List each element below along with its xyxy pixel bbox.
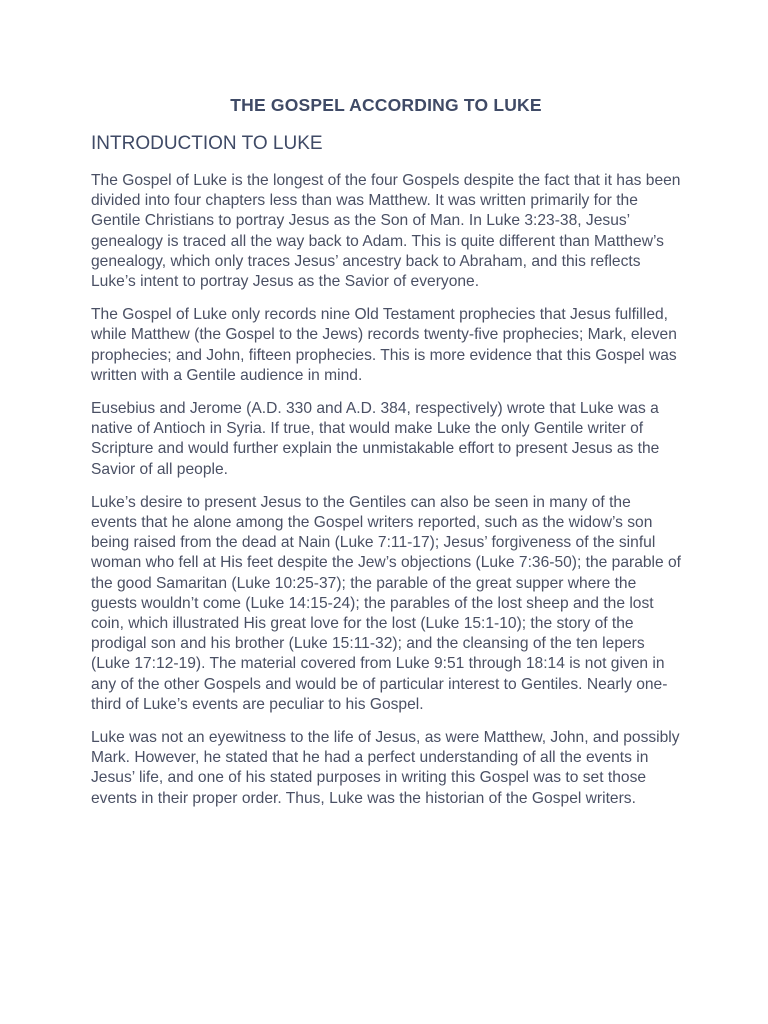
document-title: THE GOSPEL ACCORDING TO LUKE — [230, 95, 542, 115]
document-body — [91, 94, 681, 822]
paragraph-2: The Gospel of Luke only records nine Old Testament prophecies that Jesus fulfilled, while Matthew (the Gospel to the Jews) records twenty-five prophecies; Mark, eleven prophecies; and John, fifteen prophecies. This is more evidence that this Gospel was written with a Gentile audience in mind. — [91, 306, 677, 384]
paragraph-4: Luke’s desire to present Jesus to the Gentiles can also be seen in many of the events that he alone among the Gospel writers reported, such as the widow’s son being raised from the dead at Nain (Luke 7:11-17); Jesus’ forgiveness of the sinful woman who fell at His feet despite the Jew’s objections (Luke 7:36-50); the parable of the good Samaritan (Luke 10:25-37); the parable of the great supper where the guests wouldn’t come (Luke 14:15-24); the parables of the lost sheep and the lost coin, which illustrated His great love for the lost (Luke 15:1-10); the story of the prodigal son and his brother (Luke 15:11-32); and the cleansing of the ten lepers (Luke 17:12-19). The material covered from Luke 9:51 through 18:14 is not given in any of the other Gospels and would be of particular interest to Gentiles. Nearly one-third of Luke’s events are peculiar to his Gospel. — [91, 493, 682, 713]
paragraph-3: Eusebius and Jerome (A.D. 330 and A.D. 384, respectively) wrote that Luke was a native of Antioch in Syria. If true, that would make Luke the only Gentile writer of Scripture and would further explain the unmistakable effort to present Jesus as the Savior of all people. — [91, 400, 660, 478]
paragraph-list — [91, 171, 681, 809]
paragraph-1: The Gospel of Luke is the longest of the four Gospels despite the fact that it has been divided into four chapters less than was Matthew. It was written primarily for the Gentile Christians to portray Jesus as the Son of Man. In Luke 3:23-38, Jesus’ genealogy is traced all the way back to Adam. This is quite different than Matthew’s genealogy, which only traces Jesus’ ancestry back to Abraham, and this reflects Luke’s intent to portray Jesus as the Savior of everyone. — [91, 172, 681, 291]
paragraph-5: Luke was not an eyewitness to the life of Jesus, as were Matthew, John, and possibly Mark. However, he stated that he had a perfect understanding of all the events in Jesus’ life, and one of his stated purposes in writing this Gospel was to set those events in their proper order. Thus, Luke was the historian of the Gospel writers. — [91, 729, 680, 807]
section-heading: INTRODUCTION TO LUKE — [91, 133, 323, 154]
